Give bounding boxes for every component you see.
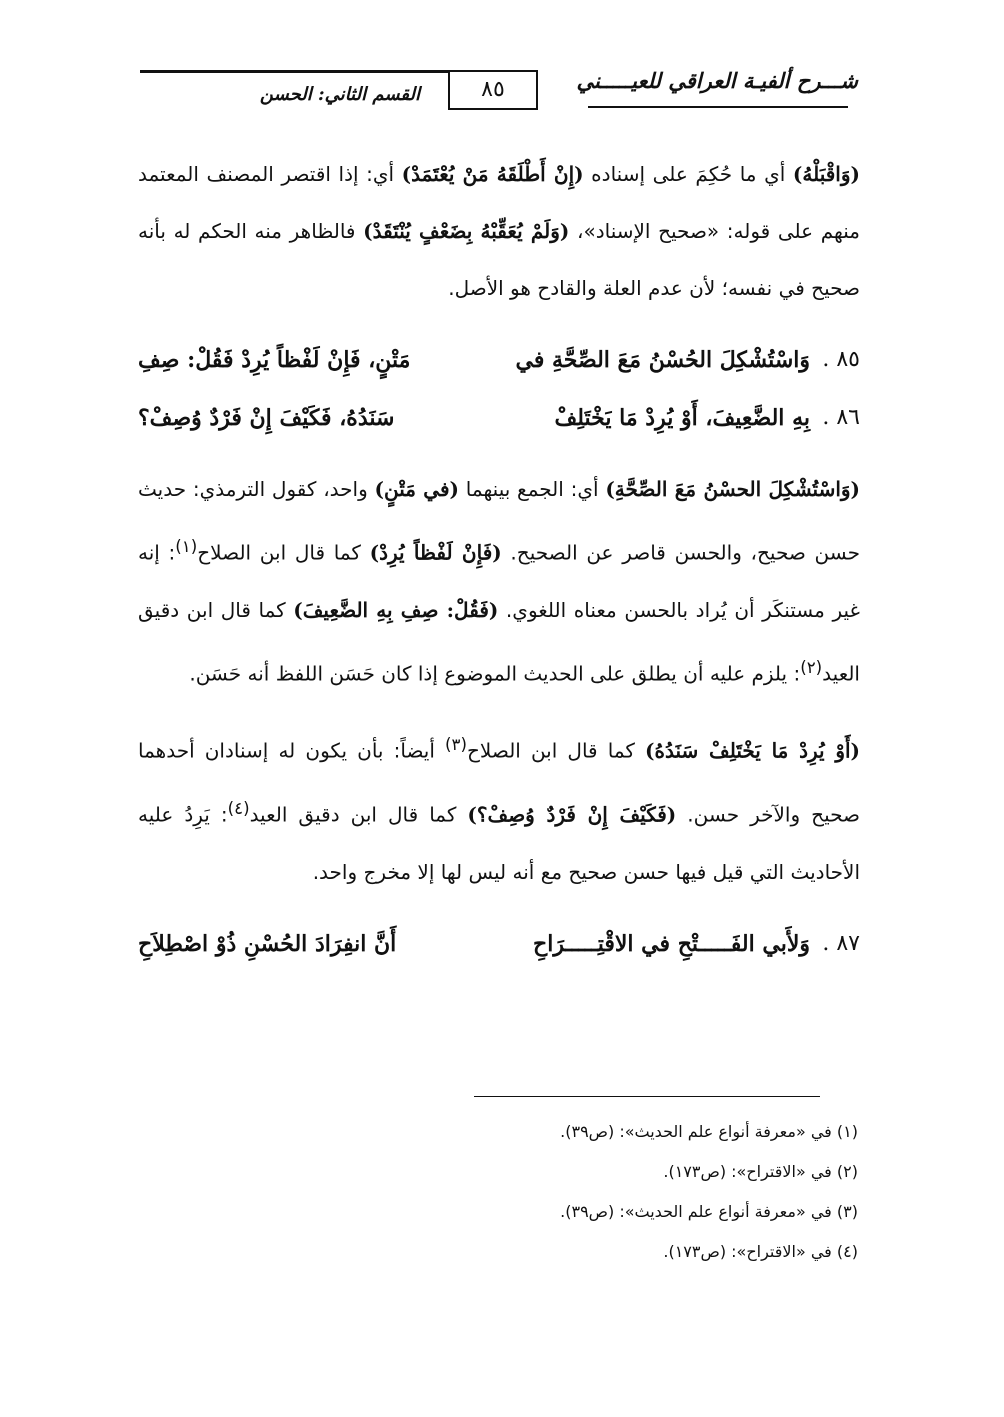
verse-number: ٨٦ . [822, 405, 860, 430]
footnote-4: (٤) في «الاقتراح»: (ص١٧٣). [663, 1242, 858, 1261]
section-title: القسم الثاني: الحسن [259, 84, 420, 105]
quote: (وَلَمْ يُعَقِّبْهُ بِضَعْفٍ يُنْتَقَدْ) [363, 219, 570, 243]
book-title: شـــرح ألفيـة العراقي للعيـــــني [576, 68, 858, 93]
text: كما قال ابن دقيق العيد [249, 802, 468, 827]
text: : يلزم عليه أن يطلق على الحديث الموضوع إذا كان حَسَن اللفظ أنه حَسَن. [189, 661, 801, 686]
text: واحد، كقول الترمذي: حديث حسن صحيح، والحسن قاصر عن الصحيح. [138, 477, 860, 565]
quote: (إِنْ أَطْلَقَهُ مَنْ يُعْتَمَدْ) [401, 162, 584, 186]
verse-second-hemistich: مَتْنٍ، فَإِنْ لَفْظاً يُرِدْ فَقُلْ: صِفِ [138, 347, 411, 373]
text: فالظاهر منه الحكم له بأنه صحيح في نفسه؛ لأن عدم العلة والقادح هو الأصل. [138, 219, 860, 300]
quote: (وَاقْبَلْهُ) [792, 162, 860, 186]
quote: (وَاسْتُشْكِلَ الحسْنُ مَعَ الصِّحَّةِ) [605, 477, 861, 501]
footnote-2: (٢) في «الاقتراح»: (ص١٧٣). [663, 1162, 858, 1181]
paragraph-3 [138, 716, 860, 900]
text: : يَرِدُ عليه الأحاديث التي قيل فيها حسن صحيح مع أنه ليس لها إلا مخرج واحد. [138, 802, 860, 884]
quote: (فَإِنْ لَفْظاً يُرِدْ) [369, 540, 502, 565]
footnote-ref[interactable]: (٢) [800, 657, 823, 677]
page-header [140, 62, 858, 114]
verse-85 [138, 331, 860, 389]
verse-first-hemistich: وَاسْتُشْكِلَ الحُسْنُ مَعَ الصِّحَّةِ في [515, 347, 810, 373]
footnote-ref[interactable]: (٤) [227, 798, 250, 818]
text: كما قال ابن الصلاح [467, 738, 646, 763]
verse-number: ٨٧ . [822, 930, 860, 956]
footnote-ref[interactable]: (٣) [445, 735, 467, 755]
verse-second-hemistich: سَنَدُهُ، فَكَيْفَ إِنْ فَرْدٌ وُصِفْ؟ [138, 405, 395, 431]
verse-number: ٨٥ . [822, 347, 860, 372]
text: : إنه غير مستنكَر أن يُراد بالحسن معناه اللغوي. [138, 540, 860, 622]
quote: (أَوْ يُرِدْ مَا يَخْتَلِفْ سَنَدُهُ) [645, 738, 861, 763]
text: أي: إذا اقتصر المصنف المعتمد منهم على قوله: «صحيح الإسناد»، [138, 162, 860, 243]
footnote-1: (١) في «معرفة أنواع علم الحديث»: (ص٣٩). [560, 1122, 858, 1141]
footnote-divider [474, 1096, 820, 1097]
page-body [138, 146, 860, 973]
text: أي: الجمع بينهما [459, 477, 606, 501]
quote: (في مَتْنٍ) [374, 477, 460, 501]
quote: (فَقُلْ: صِفِ بِهِ الضَّعِيفَ) [293, 597, 499, 622]
footnote-3: (٣) في «معرفة أنواع علم الحديث»: (ص٣٩). [560, 1202, 858, 1221]
page-number: ٨٥ [448, 70, 538, 110]
text: أيضاً: بأن يكون له إسنادان أحدهما صحيح والآخر حسن. [138, 738, 860, 827]
text: كما قال ابن الصلاح [197, 540, 370, 565]
paragraph-2 [138, 461, 860, 702]
verse-86 [138, 389, 860, 447]
title-underline [588, 106, 848, 108]
footnote-ref[interactable]: (١) [175, 537, 198, 556]
footnotes [358, 1112, 858, 1272]
verse-first-hemistich: وَلأَبي الفَـــــتْحِ في الاقْتِـــــرَاحِ [533, 930, 810, 957]
text: كما قال ابن دقيق العيد [138, 597, 860, 686]
verse-first-hemistich: بِهِ الضَّعِيفَ، أَوْ يُرِدْ مَا يَخْتَلِفْ [554, 405, 810, 431]
verse-87 [138, 915, 860, 973]
text: أي ما حُكِمَ على إسناده [583, 162, 793, 186]
verse-second-hemistich: أَنَّ انفِرَادَ الحُسْنِ ذُوْ اصْطِلاَحِ [138, 930, 397, 957]
paragraph-1 [138, 146, 860, 317]
header-rule [140, 70, 448, 73]
quote: (فَكَيْفَ إِنْ فَرْدٌ وُصِفْ؟) [467, 802, 677, 827]
